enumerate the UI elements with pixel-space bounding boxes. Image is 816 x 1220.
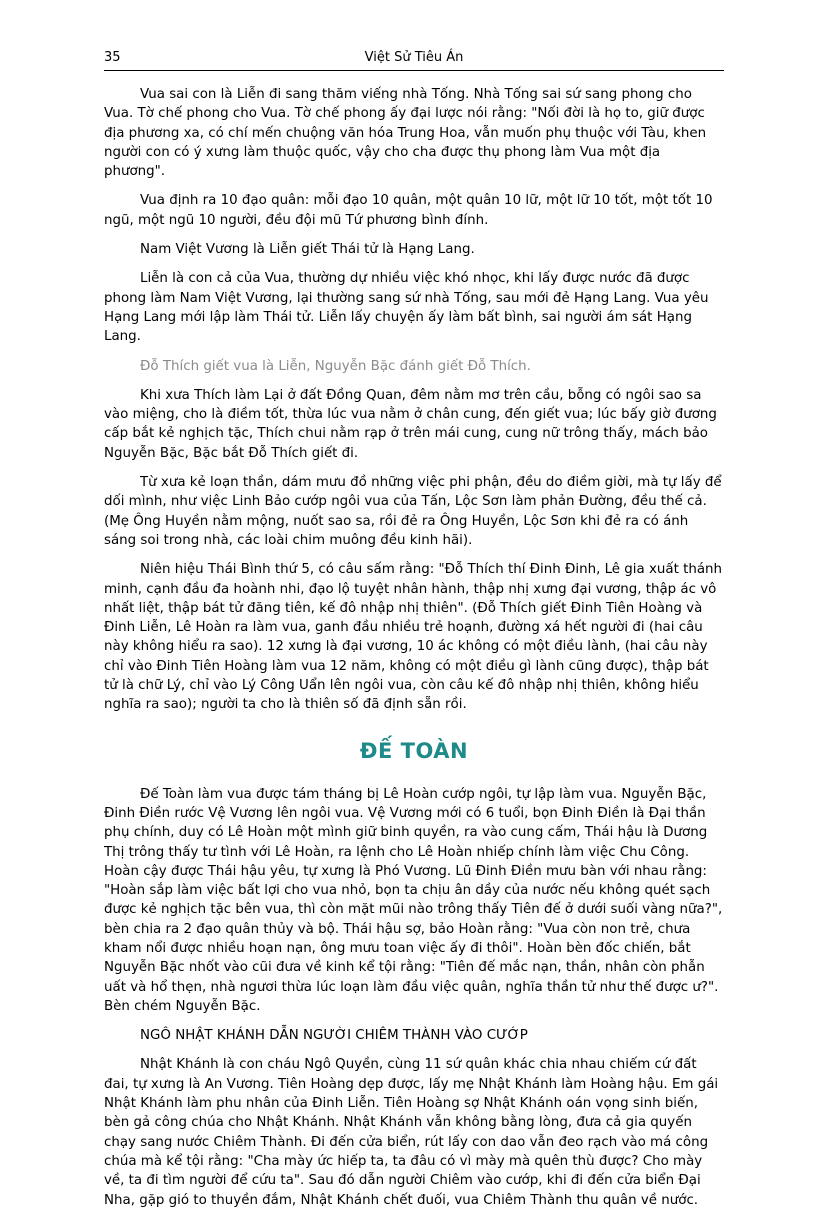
section-title: ĐẾ TOÀN — [359, 738, 469, 763]
paragraph: Nhật Khánh là con cháu Ngô Quyền, cùng 11 sứ quân khác chia nhau chiếm cứ đất đai, tự xưng là An Vương. Tiên Hoàng dẹp được, lấy mẹ Nhật Khánh làm Hoàng hậu. Em gái Nhật Khánh làm phu nhân của Đinh Liễn. Tiên Hoàng sợ Nhật Khánh oán vọng sinh biến, bèn gả công chúa cho Nhật Khánh. Nhật Khánh vẫn không bằng lòng, đưa cả gia quyến chạy sang nước Chiêm Thành. Đi đến cửa biển, rút lấy con dao vẫn đeo rạch vào má công chúa mà kể tội rằng: "Cha mày ức hiếp ta, ta đâu có vì mày mà quên thù được? Cho mày về, ta đi tìm người để cứu ta". Sau đó dẫn người Chiêm vào cướp, khi đi đến cửa biển Đại Nha, gặp gió to thuyền đắm, Nhật Khánh chết đuối, vua Chiêm Thành thu quân về nước. — [104, 1057, 719, 1208]
paragraph: Vua sai con là Liễn đi sang thăm viếng nhà Tống. Nhà Tống sai sứ sang phong cho Vua. Tờ chế phong cho Vua. Tờ chế phong ấy đại lược nói rằng: "Nối đời là họ to, giữ được địa phương xa, có chí mến chuộng văn hóa Trung Hoa, vẫn muốn phụ thuộc với Tàu, khen người con có ý xưng làm thuộc quốc, vậy cho cha được thụ phong làm Vua một địa phương". — [104, 87, 707, 180]
gray-subheading: Đỗ Thích giết vua là Liễn, Nguyễn Bặc đánh giết Đỗ Thích. — [140, 358, 531, 374]
page-number: 35 — [104, 50, 121, 65]
subsection-heading: NGÔ NHẬT KHÁNH DẪN NGƯỜI CHIÊM THÀNH VÀO CƯỚP — [140, 1028, 528, 1044]
page-body — [104, 85, 724, 1220]
paragraph: Liễn là con cả của Vua, thường dự nhiều việc khó nhọc, khi lấy được nước đã được phong làm Nam Việt Vương, lại thường sang sứ nhà Tống, sau mới đẻ Hạng Lang. Vua yêu Hạng Lang mới lập làm Thái tử. Liễn lấy chuyện ấy làm bất bình, sai người ám sát Hạng Lang. — [104, 271, 709, 345]
paragraph: Niên hiệu Thái Bình thứ 5, có câu sấm rằng: "Đỗ Thích thí Đinh Đinh, Lê gia xuất thánh minh, cạnh đầu đa hoành nhi, đạo lộ tuyệt nhân hành, thập nhị xưng đại vương, thập ác vô nhất liệt, thập bát tử đăng tiên, kế đô nhập nhị thiên". (Đỗ Thích giết Đinh Tiên Hoàng và Đinh Liễn, Lê Hoàn ra làm vua, ganh đầu nhiều trẻ hoạnh, đường xá hết người đi (hai câu này không hiểu ra sao). 12 xưng là đại vương, 10 ác không có một điều lành, (hai câu này chỉ vào Đinh Tiên Hoàng làm vua 12 năm, không có một điều gì lành cũng được), thập bát tử là chữ Lý, chỉ vào Lý Công Uẩn lên ngôi vua, còn câu kế đô nhập nhị thiên, không hiểu nghĩa ra sao); người ta cho là thiên số đã định sẵn rồi. — [104, 562, 723, 713]
running-title: Việt Sử Tiêu Án — [364, 50, 464, 65]
paragraph: Nam Việt Vương là Liễn giết Thái tử là Hạng Lang. — [140, 242, 475, 258]
paragraph: Từ xưa kẻ loạn thần, dám mưu đồ những việc phi phận, đều do điềm giời, mà tự lấy để dối mình, như việc Linh Bảo cướp ngôi vua của Tấn, Lộc Sơn làm phản Đường, đều thế cả. (Mẹ Ông Huyền nằm mộng, nuốt sao sa, rồi đẻ ra Ông Huyền, Lộc Sơn khi đẻ ra có ánh sáng soi trong nhà, các loài chim muông đều kinh hãi). — [104, 475, 722, 548]
paragraph: Đế Toàn làm vua được tám tháng bị Lê Hoàn cướp ngôi, tự lập làm vua. Nguyễn Bặc, Đinh Điền rước Vệ Vương lên ngôi vua. Vệ Vương mới có 6 tuổi, bọn Đinh Điền là Đại thần phụ chính, duy có Lê Hoàn một mình giữ binh quyền, ra vào cung cấm, Thái hậu là Dương Thị trông thấy tư tình với Lê Hoàn, ra lệnh cho Lê Hoàn nhiếp chính làm việc Chu Công. Hoàn cậy được Thái hậu yêu, tự xưng là Phó Vương. Lũ Đinh Điền mưu bàn với nhau rằng: "Hoàn sắp làm việc bất lợi cho vua nhỏ, bọn ta chịu ân dầy của nước nếu không quét sạch được kẻ nghịch tặc bên vua, thì còn mặt mũi nào trông thấy Tiên đế ở dưới suối vàng nữa?", bèn chia ra 2 đạo quân thủy và bộ. Thái hậu sợ, bảo Hoàn rằng: "Vua còn non trẻ, chưa kham nổi được nhiều hoạn nạn, ông mưu toan việc ấy đi thôi". Hoàn bèn đốc chiến, bắt Nguyễn Bặc nhốt vào cũi đưa về kinh kể tội rằng: "Tiên đế mắc nạn, thần, nhân còn phẫn uất và hổ thẹn, nhà ngươi thừa lúc loạn làm đầu việc quân, nghĩa thần tử như thế được ư?". Bèn chém Nguyễn Bặc. — [104, 786, 723, 1014]
paragraph: Khi xưa Thích làm Lại ở đất Đồng Quan, đêm nằm mơ trên cầu, bỗng có ngôi sao sa vào miệng, cho là điềm tốt, thừa lúc vua nằm ở chân cung, đến giết vua; lúc bấy giờ đương cấp bắt kẻ nghịch tặc, Thích chui nằm rạp ở trên mái cung, cung nữ trông thấy, mách bảo Nguyễn Bặc, Bặc bắt Đỗ Thích giết đi. — [104, 387, 717, 461]
paragraph: Vua định ra 10 đạo quân: mỗi đạo 10 quân, một quân 10 lữ, một lữ 10 tốt, một tốt 10 ngũ, một ngũ 10 người, đều đội mũ Tứ phương bình đính. — [104, 193, 713, 228]
page-header — [104, 48, 724, 71]
